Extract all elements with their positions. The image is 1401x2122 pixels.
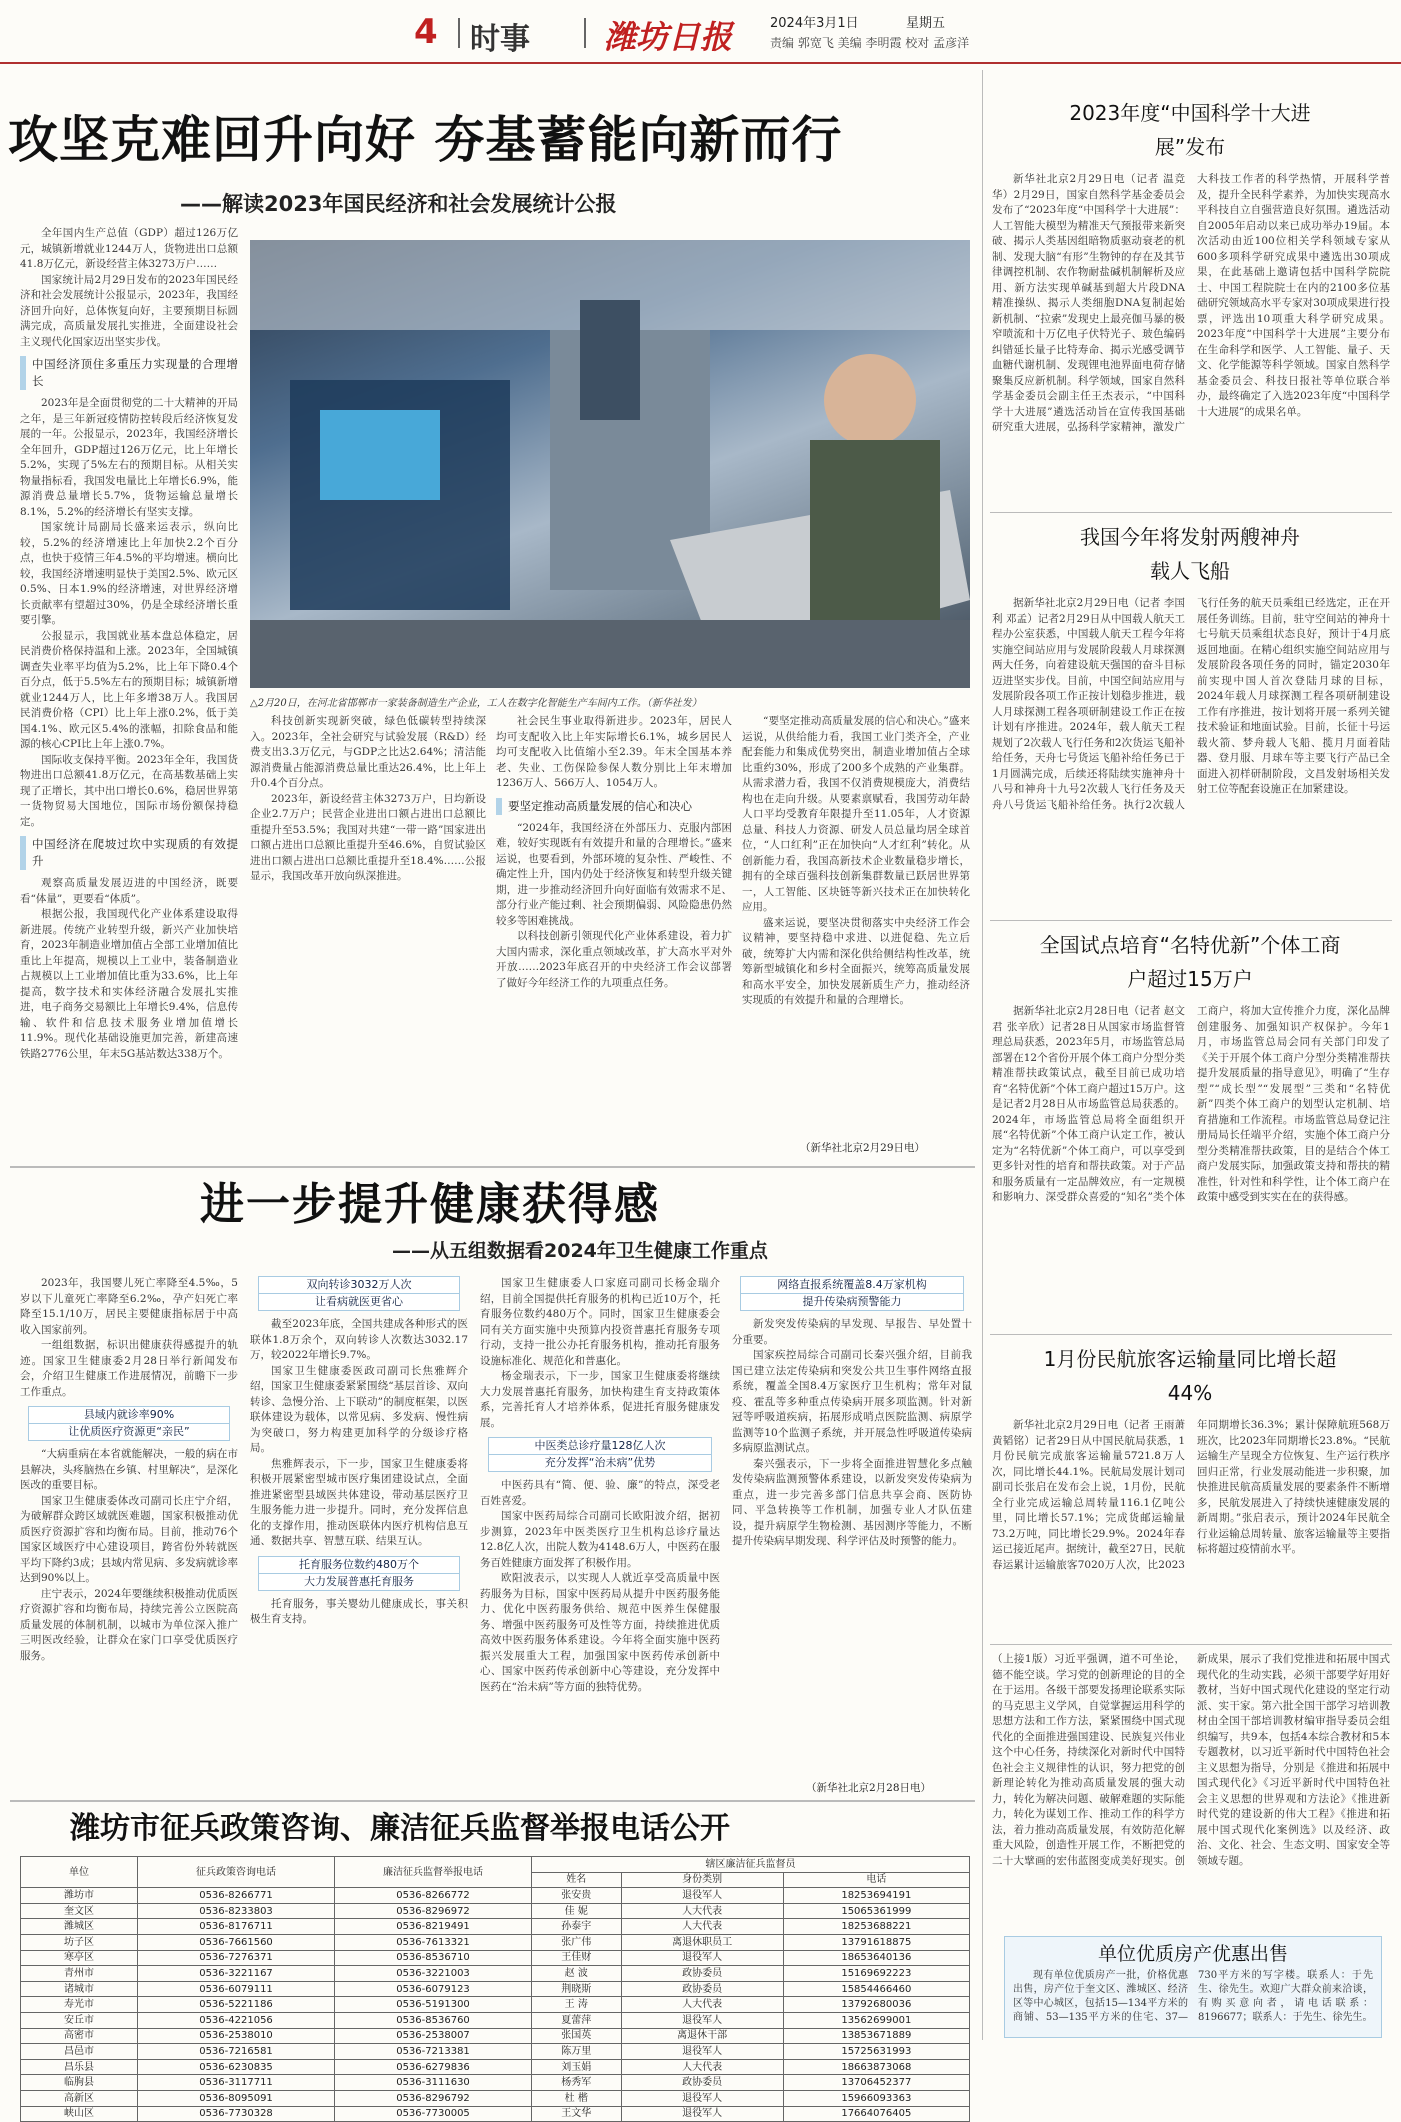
table-cell: 0536-3111630 (335, 2075, 532, 2091)
recruit-table-wrap (20, 1856, 970, 2122)
table-cell: 0536-2538007 (335, 2028, 532, 2044)
health-subtitle: ——从五组数据看2024年卫生健康工作重点 (392, 1240, 768, 1262)
table-cell: 0536-3221167 (138, 1966, 335, 1982)
table-cell: 高密市 (21, 2028, 138, 2044)
table-cell: 刘玉娟 (532, 2059, 622, 2075)
section-heading: 中国经济顶住多重压力实现量的合理增长 (20, 356, 238, 390)
table-cell: 15725631993 (783, 2044, 969, 2060)
issue-weekday: 星期五 (906, 16, 946, 31)
ad-headline: 单位优质房产优惠出售 (1097, 1943, 1288, 1965)
editor-credits: 责编 郭宽飞 美编 李明霞 校对 孟彦洋 (770, 36, 970, 50)
story-headline: 我国今年将发射两艘神舟载人飞船 (1080, 525, 1300, 583)
paragraph: 截至2023年底，全国共建成各种形式的医联体1.8万余个，双向转诊人次数达3032.17万，较2022年增长9.7%。 (250, 1318, 468, 1361)
table-cell: 荆晓斯 (532, 1981, 622, 1997)
table-cell: 0536-2538010 (138, 2028, 335, 2044)
health-headline: 进一步提升健康获得感 (200, 1179, 660, 1230)
table-cell: 0536-6279836 (335, 2059, 532, 2075)
table-cell: 安丘市 (21, 2012, 138, 2028)
story-body: 新华社北京2月29日电（记者 温竞华）2月29日，国家自然科学基金委员会发布了“2023年度“中国科学十大进展”：人工智能大模型为精准天气预报带来新突破、揭示人类基因组暗物质驱动衰老的机制、发现大脑“有形”生物钟的存在及其节律调控机制、农作物耐盐碱机制解析及应用、新方法实现单碱基到超大片段DNA精准操纵、揭示人类细胞DNA复制起始新机制、“拉索”发现史上最亮伽马暴的极窄喷流和十万亿电子伏特光子、玻色编码纠错延长量子比特寿命、揭示光感受调节血糖代谢机制、发现锂电池界面电荷存储聚集反应新机制。科学领域，国家自然科学基金委员会副主任王杰表示，“中国科学十大进展”遴选活动旨在宣传我国基础研究重大进展，弘扬科学家精神，激发广大科技工作者的科学热情，开展科学普及，提升全民科学素养，为加快实现高水平科技自立自强营造良好氛围。遴选活动自2005年启动以来已成功举办19届。本次活动由近100位相关学科领域专家从600多项科学研究成果中遴选出30项成果，在此基础上邀请包括中国科学院院士、中国工程院院士在内的2100多位基础研究领域高水平专家对30项成果进行投票，评选出10项重大科学研究成果。2023年度“中国科学十大进展”主要分布在生命科学和医学、人工智能、量子、天文、化学能源等科学领域。国家自然科学基金委员会、科技日报社等单位联合举办，最终确定了入选2023年度“中国科学十大进展”的成果名单。 (992, 173, 1390, 433)
paragraph: 公报显示，我国就业基本盘总体稳定，居民消费价格保持温和上涨。2023年，全国城镇调查失业率平均值为5.2%，比上年下降0.4个百分点，低于5.5%左右的预期目标；城镇新增就业1244万人，比上年多增38万人。我国居民消费价格（CPI）比上年上涨0.2%，低于美国4.1%、欧元区5.4%的涨幅，扣除食品和能源的核心CPI比上年上涨0.7%。 (20, 629, 238, 750)
table-row (21, 1888, 970, 1904)
data-box-heading: 双向转诊3032万人次 (258, 1276, 460, 1294)
paragraph: 国家疾控局综合司副司长秦兴强介绍，目前我国已建立法定传染病和突发公共卫生事件网络直报系统，覆盖全国8.4万家医疗卫生机构；常年对鼠疫、霍乱等多种重点传染病开展多项监测。针对新冠等呼吸道疾病，拓展形成哨点医院监测、病原学监测等10个监测子系统，并开展急性呼吸道传染病多病原监测试点。 (732, 1349, 972, 1454)
table-cell: 0536-7613321 (335, 1934, 532, 1950)
paragraph: 秦兴强表示，下一步将全面推进智慧化多点触发传染病监测预警体系建设，以新发突发传染病为重点，进一步完善多部门信息共享会商、医防协同、平急转换等工作机制，加强专业人才队伍建设，提升病原学生物检测、基因测序等能力，不断提升传染病早期发现、科学评估及时预警的能力。 (732, 1457, 972, 1547)
table-cell: 0536-6079123 (335, 1981, 532, 1997)
table-cell: 0536-8536710 (335, 1950, 532, 1966)
table-row (21, 1903, 970, 1919)
paragraph: 庄宁表示，2024年要继续积极推动优质医疗资源扩容和均衡布局，持续完善公立医院高质量发展的体制机制，以城市为单位深入推广三明医改经验，让群众在家门口享受优质医疗服务。 (20, 1587, 238, 1662)
table-cell: 退役军人 (621, 2044, 783, 2060)
table-cell: 0536-7730005 (335, 2106, 532, 2122)
lead-column-2 (250, 714, 486, 1164)
health-column-2 (250, 1276, 468, 1796)
table-cell: 青州市 (21, 1966, 138, 1982)
table-cell: 人大代表 (621, 2059, 783, 2075)
table-cell: 0536-6079111 (138, 1981, 335, 1997)
table-cell: 18253694191 (783, 1888, 969, 1904)
table-cell: 0536-8266772 (335, 1888, 532, 1904)
paragraph: “2024年，我国经济在外部压力、克服内部困难，较好实现既有有效提升和量的合理增长。”盛来运说，也要看到，外部环境的复杂性、严峻性、不确定性上升，国内仍处于经济恢复和转型升级关键期，进一步推动经济回升向好面临有效需求不足、部分行业产能过剩、社会预期偏弱、风险隐患仍然较多等困难挑战。 (496, 821, 732, 927)
table-cell: 0536-4221056 (138, 2012, 335, 2028)
section-heading: 中国经济在爬坡过坎中实现质的有效提升 (20, 836, 238, 870)
recruit-phone-table (20, 1856, 970, 2122)
paragraph: 焦雅辉表示，下一步，国家卫生健康委将积极开展紧密型城市医疗集团建设试点，全面推进紧密型县域医共体建设，带动基层医疗卫生服务能力进一步提升。同时，充分发挥信息化的支撑作用，推动医联体内医疗机构信息互通、数据共享、智慧互联、结果互认。 (250, 1457, 468, 1547)
data-box-subheading: 提升传染病预警能力 (740, 1294, 964, 1311)
table-cell: 18253688221 (783, 1919, 969, 1935)
paragraph: “大病重病在本省就能解决，一般的病在市县解决，头疼脑热在乡镇、村里解决”，是深化医改的重要目标。 (20, 1448, 238, 1491)
photo-caption: △2月20日，在河北省邯郸市一家装备制造生产企业，工人在数字化智能生产车间内工作。（新华社发） (250, 698, 702, 709)
data-box-subheading: 充分发挥“治未病”优势 (488, 1455, 712, 1472)
paragraph: 以科技创新引领现代化产业体系建设，着力扩大国内需求，深化重点领域改革，扩大高水平对外开放……2023年底召开的中央经济工作会议部署了做好今年经济工作的九项重点任务。 (496, 930, 732, 989)
col-name: 姓名 (532, 1872, 622, 1888)
table-cell: 昌邑市 (21, 2044, 138, 2060)
table-cell: 赵 波 (532, 1966, 622, 1982)
paragraph: 国家卫生健康委人口家庭司副司长杨金瑞介绍，目前全国提供托育服务的机构已近10万个，托育服务位数约480万个。同时，国家卫生健康委会同有关方面实施中央预算内投资普惠托育服务专项行动，支持一批公办托育服务机构，推动托育服务设施标准化、规范化和普惠化。 (480, 1277, 720, 1367)
table-cell: 18653640136 (783, 1950, 969, 1966)
table-row (21, 2028, 970, 2044)
table-cell: 0536-8219491 (335, 1919, 532, 1935)
table-cell: 寿光市 (21, 1997, 138, 2013)
paragraph: 中医药具有“简、便、验、廉”的特点，深受老百姓喜爱。 (480, 1479, 720, 1507)
table-cell: 人大代表 (621, 1903, 783, 1919)
lead-headline: 攻坚克难回升向好 夯基蓄能向新而行 (8, 110, 843, 169)
table-row (21, 1966, 970, 1982)
table-cell: 0536-8176711 (138, 1919, 335, 1935)
health-column-4 (732, 1276, 972, 1776)
table-cell: 夏蕾萍 (532, 2012, 622, 2028)
table-cell: 13791618875 (783, 1934, 969, 1950)
lead-subtitle: ——解读2023年国民经济和社会发展统计公报 (180, 192, 617, 216)
table-cell: 张广伟 (532, 1934, 622, 1950)
table-row (21, 2106, 970, 2122)
col-supervisor-group: 辖区廉洁征兵监督员 (532, 1857, 970, 1873)
table-row (21, 1950, 970, 1966)
table-cell: 0536-8296972 (335, 1903, 532, 1919)
paragraph: 根据公报，我国现代化产业体系建设取得新进展。传统产业转型升级，新兴产业加快培育，2023年制造业增加值占全部工业增加值比重比上年提高，规模以上工业中，装备制造业占规模以上工业增加值比重为33.6%，比上年提高，数字技术和实体经济融合发展扎实推进，电子商务交易额比上年增长9.4%，信息传输、软件和信息技术服务业增加值增长11.9%。现代化基础设施更加完善，新建高速铁路2776公里，年末5G基站数达338万个。 (20, 908, 238, 1060)
table-row (21, 1981, 970, 1997)
health-column-3 (480, 1276, 720, 1796)
table-cell: 人大代表 (621, 1919, 783, 1935)
col-report: 廉洁征兵监督举报电话 (335, 1857, 532, 1888)
paragraph: 国家卫生健康委体改司副司长庄宁介绍，为破解群众跨区域就医难题，国家积极推动优质医疗资源扩容和均衡布局。目前，推动76个国家区域医疗中心建设项目，跨省份外转就医平均下降约3成；县域内常见病、多发病就诊率达到90%以上。 (20, 1494, 238, 1584)
table-cell: 坊子区 (21, 1934, 138, 1950)
data-box-heading: 中医类总诊疗量128亿人次 (488, 1437, 712, 1455)
story-headline: 2023年度“中国科学十大进展”发布 (1069, 101, 1311, 159)
masthead (0, 0, 1401, 64)
issue-date: 2024年3月1日 (770, 16, 859, 31)
table-cell: 奎文区 (21, 1903, 138, 1919)
table-row (21, 2059, 970, 2075)
table-cell: 政协委员 (621, 1966, 783, 1982)
table-cell: 13562699001 (783, 2012, 969, 2028)
table-cell: 0536-7213381 (335, 2044, 532, 2060)
paragraph: 国家统计局2月29日发布的2023年国民经济和社会发展统计公报显示，2023年，我国经济回升向好，总体恢复向好，主要预期目标圆满完成，高质量发展扎实推进，全面建设社会主义现代化国家迈出坚实步伐。 (20, 273, 238, 348)
data-box-subheading: 让优质医疗资源更“亲民” (28, 1424, 230, 1441)
paragraph: 欧阳波表示，以实现人人就近享受高质量中医药服务为目标，国家中医药局从提升中医药服务能力、优化中医药服务供给、规范中医养生保健服务、增强中医药服务可及性等方面，持续推进优质高效中医药服务体系建设。今年将全面实施中医药振兴发展重大工程，加强国家中医药传承创新中心、国家中医药传承创新中心等建设，充分发挥中医药在“治未病”等方面的独特优势。 (480, 1572, 720, 1693)
health-signature: （新华社北京2月28日电） (806, 1782, 932, 1794)
table-cell: 0536-8536760 (335, 2012, 532, 2028)
paragraph: 2023年，新设经营主体3273万户，日均新设企业2.7万户；民营企业进出口额占进出口总额比重提升至53.5%；我国对共建“一带一路”国家进出口额占进出口总额比重提升至46.6%，自贸试验区进出口额占进出口总额比重提升至18.4%……公报显示，我国改革开放向纵深推进。 (250, 792, 486, 882)
lead-column-3 (496, 714, 732, 1164)
table-cell: 潍城区 (21, 1919, 138, 1935)
table-cell: 0536-8233803 (138, 1903, 335, 1919)
table-cell: 王 涛 (532, 1997, 622, 2013)
data-box-subheading: 大力发展普惠托育服务 (258, 1574, 460, 1591)
table-cell: 离退休职员工 (621, 1934, 783, 1950)
table-cell: 张国英 (532, 2028, 622, 2044)
paragraph: “要坚定推动高质量发展的信心和决心。”盛来运说，从供给能力看，我国工业门类齐全，产业配套能力和集成优势突出，制造业增加值占全球比重约30%，形成了200多个成熟的产业集群。从需求潜力看，我国不仅消费规模庞大，消费结构也在走向升级。从要素禀赋看，我国劳动年龄人口平均受教育年限提升至11.05年，人才资源总量、科技人力资源、研发人员总量均居全球首位，“人口红利”正在加快向“人才红利”转化。从创新能力看，我国高新技术企业数量稳步增长，拥有的全球百强科技创新集群数量已跃居世界第一，人工智能、区块链等新兴技术正在加快转化应用。 (742, 715, 970, 913)
table-cell: 0536-5191300 (335, 1997, 532, 2013)
table-cell: 退役军人 (621, 2090, 783, 2106)
story-body: 新华社北京2月29日电（记者 王雨萧 黄韬铭）记者29日从中国民航局获悉，1月份民航完成旅客运输量5721.8万人次，同比增长44.1%。民航局发展计划司副司长张启在发布会上说，1月份，民航全行业完成运输总周转量116.1亿吨公里，同比增长57.1%；完成货邮运输量73.2万吨，同比增长29.9%。2024年春运已接近尾声。据统计，截至27日，民航春运累计运输旅客7020万人次，比2023年同期增长36.3%；累计保障航班568万班次，比2023年同期增长23.8%。“民航运输生产呈现全方位恢复、生产运行秩序回归正常，行业发展动能进一步积聚，加快推进民航高质量发展的要素条件不断增多，民航发展进入了持续快速健康发展的新周期。”张启表示，预计2024年民航全行业运输总周转量、旅客运输量等主要指标将超过疫情前水平。 (992, 1419, 1390, 1571)
table-cell: 退役军人 (621, 2106, 783, 2122)
divider (458, 18, 460, 48)
horizontal-rule (990, 1334, 1392, 1335)
recruit-headline: 潍坊市征兵政策咨询、廉洁征兵监督举报电话公开 (70, 1811, 730, 1846)
lead-column-4 (742, 714, 970, 1144)
data-box-subheading: 让看病就医更省心 (258, 1294, 460, 1311)
story-headline: 全国试点培育“名特优新”个体工商户超过15万户 (1039, 933, 1341, 991)
table-cell: 0536-7661560 (138, 1934, 335, 1950)
horizontal-rule (10, 1800, 975, 1802)
paragraph: 科技创新实现新突破，绿色低碳转型持续深入。2023年，全社会研究与试验发展（R&D）经费支出3.3万亿元，与GDP之比达2.64%；清洁能源消费量占能源消费总量比重达26.4%，比上年上升0.4个百分点。 (250, 715, 486, 789)
paragraph: 托育服务，事关婴幼儿健康成长，事关积极生育支持。 (250, 1597, 468, 1625)
table-cell: 诸城市 (21, 1981, 138, 1997)
story-body: 据新华社北京2月29日电（记者 李国利 邓孟）记者2月29日从中国载人航天工程办公室获悉，中国载人航天工程今年将实施空间站应用与发展阶段载人月球探测两大任务，向着建设航天强国的奋斗目标迈进坚实步伐。目前，中国空间站应用与发展阶段各项工作正按计划稳步推进，载人月球探测工程各项研制建设工作正在按计划有序推进。2024年，载人航天工程规划了2次载人飞行任务和2次货运飞船补给任务，天舟七号货运飞船补给任务已于1月圆满完成，后续还将陆续实施神舟十八号和神舟十九号2次载人飞行任务及天舟八号货运飞船补给任务。执行2次载人飞行任务的航天员乘组已经选定，正在开展任务训练。目前，驻守空间站的神舟十七号航天员乘组状态良好，预计于4月底返回地面。在精心组织实施空间站应用与发展阶段各项任务的同时，锚定2030年前实现中国人首次登陆月球的目标，2024年载人月球探测工程各项研制建设工作有序推进，按计划将开展一系列关键技术验证和地面试验。目前，长征十号运载火箭、梦舟载人飞船、揽月月面着陆器、登月服、月球车等主要飞行产品已全面进入初样研制阶段，文昌发射场相关发射工位等配套设施正在加紧建设。 (992, 597, 1390, 811)
col-unit: 单位 (21, 1857, 138, 1888)
table-cell: 陈万里 (532, 2044, 622, 2060)
paragraph: 2023年是全面贯彻党的二十大精神的开局之年，是三年新冠疫情防控转段后经济恢复发展的一年。公报显示，2023年，我国经济增长全年回升，GDP超过126万亿元，比上年增长5.2%，实现了5%左右的预期目标。从相关实物量指标看，我国发电量比上年增长6.9%，能源消费总量增长5.7%，货物运输总量增长8.1%，5.2%的经济增长有坚实支撑。 (20, 397, 238, 518)
lead-photo (250, 240, 970, 688)
story-body: 据新华社北京2月28日电（记者 赵文君 张辛欣）记者28日从国家市场监督管理总局获悉，2023年5月，市场监管总局部署在12个省份开展个体工商户分型分类精准帮扶政策试点，截至目前已成功培育“名特优新”个体工商户超过15万户。这是记者2月28日从市场监管总局获悉的。2024年，市场监管总局将全面组织开展“名特优新”个体工商户认定工作，被认定为“名特优新”个体工商户，可以享受到更多针对性的培育和帮扶政策。对于产品和服务质量有一定品牌效应，有一定规模和影响力、深受群众喜爱的“知名”类个体工商户，将加大宣传推介力度，深化品牌创建服务、加强知识产权保护。今年1月，市场监管总局会同有关部门印发了《关于开展个体工商户分型分类精准帮扶提升发展质量的指导意见》，明确了“生存型”“成长型”“发展型”三类和“名特优新”四类个体工商户的划型认定机制、培育措施和工作流程。市场监管总局登记注册局局长任端平介绍，实施个体工商户分型分类精准帮扶政策，目的是结合个体工商户发展实际，加强政策支持和帮扶的精准性，针对性和科学性，让个体工商户在政策中感受到实实在在的获得感。 (992, 1005, 1390, 1203)
paragraph: 国际收支保持平衡。2023年全年，我国货物进出口总额41.8万亿元，在高基数基础上实现了正增长，其中出口增长0.6%，稳居世界第一货物贸易大国地位，国际市场份额保持稳定。 (20, 753, 238, 828)
table-cell: 峡山区 (21, 2106, 138, 2122)
lead-signature: （新华社北京2月29日电） (800, 1142, 926, 1154)
paragraph: 新发突发传染病的早发现、早报告、早处置十分重要。 (732, 1318, 972, 1346)
horizontal-rule (990, 512, 1392, 513)
continued-story: （上接1版）习近平强调，道不可坐论，德不能空谈。学习党的创新理论的目的全在于运用。各级干部要发扬理论联系实际的马克思主义学风，自觉掌握运用科学的思想方法和工作方法，紧紧围绕中国式现代化的全面推进强国建设、民族复兴伟业这个中心任务，持续深化对新时代中国特色社会主义规律性的认识，努力把党的创新理论转化为推动高质量发展的强大动力，转化为解决问题、破解难题的实际能力，转化为谋划工作、推动工作的科学方法，着力推动高质量发展，有效防范化解重大风险，创造性开展工作，不断把党的二十大擘画的宏伟蓝图变成美好现实。创新成果，展示了我们党推进和拓展中国式现代化的生动实践，必须干部要学好用好教材，当好中国式现代化建设的坚定行动派、实干家。第六批全国干部学习培训教材由全国干部培训教材编审指导委员会组织编写，共9本，包括4本综合教材和5本专题教材，以习近平新时代中国特色社会主义思想为指导，分别是《推进和拓展中国式现代化》《习近平新时代中国特色社会主义思想的世界观和方法论》《推进新时代党的建设新的伟大工程》《推进和拓展中国式现代化案例选》以及经济、政治、文化、社会、生态文明、国家安全等领域专题。 (992, 1653, 1390, 1867)
table-cell: 15169692223 (783, 1966, 969, 1982)
table-cell: 0536-8296792 (335, 2090, 532, 2106)
table-cell: 17664076405 (783, 2106, 969, 2122)
table-cell: 临朐县 (21, 2075, 138, 2091)
table-cell: 政协委员 (621, 1981, 783, 1997)
paragraph: 盛来运说，要坚决贯彻落实中央经济工作会议精神，要坚持稳中求进、以进促稳、先立后破，统筹扩大内需和深化供给侧结构性改革，统筹新型城镇化和乡村全面振兴，统筹高质量发展和高水平安全，加快发展新质生产力，推动经济实现质的有效提升和量的合理增长。 (742, 916, 970, 1006)
table-cell: 退役军人 (621, 1950, 783, 1966)
paragraph: 2023年，我国婴儿死亡率降至4.5‰，5岁以下儿童死亡率降至6.2‰，孕产妇死亡率降至15.1/10万，居民主要健康指标居于中高收入国家前列。 (20, 1277, 238, 1336)
table-cell: 13706452377 (783, 2075, 969, 2091)
table-cell: 15065361999 (783, 1903, 969, 1919)
divider (584, 18, 586, 48)
table-cell: 杜 楷 (532, 2090, 622, 2106)
table-cell: 0536-7730328 (138, 2106, 335, 2122)
table-row (21, 1919, 970, 1935)
table-cell: 寒亭区 (21, 1950, 138, 1966)
table-cell: 人大代表 (621, 1997, 783, 2013)
paragraph: 国家统计局副局长盛来运表示，纵向比较，5.2%的经济增速比上年加快2.2个百分点，也快于疫情三年4.5%的平均增速。横向比较，我国经济增速明显快于美国2.5%、欧元区0.5%、日本1.9%的经济增速，对世界经济增长贡献率有望超过30%，仍是全球经济增长重要引擎。 (20, 521, 238, 626)
table-row (21, 1997, 970, 2013)
section-heading: 要坚定推动高质量发展的信心和决心 (496, 798, 732, 815)
table-cell: 佳 妮 (532, 1903, 622, 1919)
table-cell: 退役军人 (621, 2012, 783, 2028)
table-cell: 13792680036 (783, 1997, 969, 2013)
col-consult: 征兵政策咨询电话 (138, 1857, 335, 1888)
table-cell: 退役军人 (621, 1888, 783, 1904)
table-cell: 15854466460 (783, 1981, 969, 1997)
table-cell: 0536-8266771 (138, 1888, 335, 1904)
ad-body: 现有单位优质房产一批，价格优惠出售，房产位于奎文区、潍城区、经济区等中心城区，包括15—134平方米的商铺、53—135平方米的住宅、37—730平方米的写字楼。联系人：于先生、徐先生。欢迎广大群众前来洽谈，有购买意向者，请电话联系：8196677；联系人：于先生、徐先生。 (1013, 1970, 1373, 2023)
page-number: 4 (414, 12, 438, 52)
table-row (21, 2012, 970, 2028)
horizontal-rule (10, 1166, 975, 1168)
table-cell: 0536-6230835 (138, 2059, 335, 2075)
section-name: 时事 (470, 22, 530, 57)
paragraph: 国家中医药局综合司副司长欧阳波介绍，据初步测算，2023年中医类医疗卫生机构总诊疗量达12.8亿人次，出院人数为4148.6万人，中医药在服务百姓健康方面发挥了积极作用。 (480, 1510, 720, 1569)
table-cell: 0536-8095091 (138, 2090, 335, 2106)
data-box-heading: 县域内就诊率90% (28, 1406, 230, 1424)
table-row (21, 2075, 970, 2091)
data-box-heading: 托育服务位数约480万个 (258, 1556, 460, 1574)
table-cell: 0536-3117711 (138, 2075, 335, 2091)
table-cell: 13853671889 (783, 2028, 969, 2044)
paragraph: 国家卫生健康委医政司副司长焦雅辉介绍，国家卫生健康委紧紧围绕“基层首诊、双向转诊、急慢分治、上下联动”的制度框架，以医联体建设为载体，以常见病、多发病、慢性病为突破口，努力构建更加科学的分级诊疗格局。 (250, 1364, 468, 1454)
paragraph: 杨金瑞表示，下一步，国家卫生健康委将继续大力发展普惠托育服务，加快构建生育支持政策体系，完善托育人才培养体系，促进托育服务健康发展。 (480, 1370, 720, 1429)
table-cell: 0536-7276371 (138, 1950, 335, 1966)
horizontal-rule (990, 1644, 1392, 1645)
table-row (21, 1934, 970, 1950)
table-cell: 王文华 (532, 2106, 622, 2122)
table-row (21, 2090, 970, 2106)
table-cell: 王佳财 (532, 1950, 622, 1966)
table-cell: 高新区 (21, 2090, 138, 2106)
horizontal-rule (990, 920, 1392, 921)
lead-intro: 全年国内生产总值（GDP）超过126万亿元，城镇新增就业1244万人，货物进出口总额41.8万亿元，新设经营主体3273万户…… (20, 227, 238, 270)
paragraph: 观察高质量发展迈进的中国经济，既要看“体量”，更要看“体质”。 (20, 877, 238, 905)
property-ad (1004, 1936, 1382, 2038)
col-type: 身份类别 (621, 1872, 783, 1888)
factory-machine-illustration (250, 240, 970, 688)
table-cell: 0536-7216581 (138, 2044, 335, 2060)
table-cell: 张安贵 (532, 1888, 622, 1904)
col-phone: 电话 (783, 1872, 969, 1888)
table-cell: 杨秀军 (532, 2075, 622, 2091)
story-headline: 1月份民航旅客运输量同比增长超44% (1043, 1347, 1337, 1405)
table-cell: 政协委员 (621, 2075, 783, 2091)
table-cell: 昌乐县 (21, 2059, 138, 2075)
recruit-table-body (21, 1888, 970, 2122)
paper-logo: 潍坊日报 (604, 18, 733, 56)
data-box-heading: 网络直报系统覆盖8.4万家机构 (740, 1276, 964, 1294)
table-cell: 潍坊市 (21, 1888, 138, 1904)
table-cell: 孙泰宇 (532, 1919, 622, 1935)
lead-column-1 (20, 226, 238, 1226)
health-column-1 (20, 1276, 238, 1796)
paragraph: 社会民生事业取得新进步。2023年，居民人均可支配收入比上年实际增长6.1%，城乡居民人均可支配收入比值缩小至2.39。年末全国基本养老、失业、工伤保险参保人数分别比上年末增加1236万人、566万人、1054万人。 (496, 715, 732, 789)
table-cell: 0536-5221186 (138, 1997, 335, 2013)
paragraph: 一组组数据，标识出健康获得感提升的轨迹。国家卫生健康委2月28日举行新闻发布会，介绍卫生健康工作进展情况，前瞻下一步工作重点。 (20, 1339, 238, 1398)
table-cell: 0536-3221003 (335, 1966, 532, 1982)
table-cell: 18663873068 (783, 2059, 969, 2075)
vertical-rule (982, 70, 983, 2040)
table-cell: 15966093363 (783, 2090, 969, 2106)
table-cell: 离退休干部 (621, 2028, 783, 2044)
